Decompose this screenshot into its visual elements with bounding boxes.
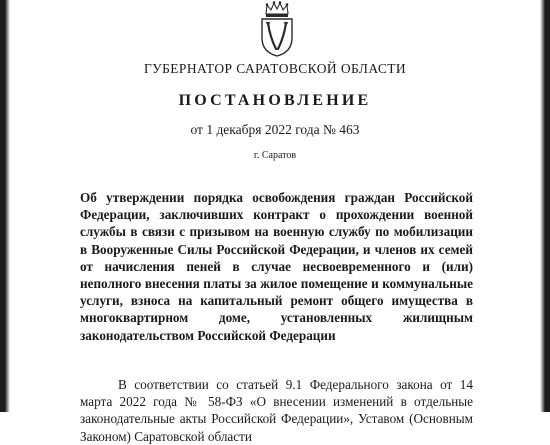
document-date-number: от 1 декабря 2022 года № 463 xyxy=(190,122,360,137)
document-type-title: ПОСТАНОВЛЕНИЕ xyxy=(178,92,372,109)
document-subject: Об утверждении порядка освобождения граждан Российской Федерации, заключивших контракт о прохождении военной службы в связи с призывом на военную службу по мобилизации в Вооруженные Силы Российской Федерации, и членов их семей от начисления пеней в случае несвоевременного и (или) неполного внесения платы за жилое помещение и коммунальные услуги, взноса на капитальный ремонт общего имущества в многоквартирном доме, установленных жилищным законодательством Российской Федерации xyxy=(80,190,473,343)
body-paragraph: В соответствии со статьей 9.1 Федерального закона от 14 марта 2022 года № 58-ФЗ «О внесении изменений в отдельные законодательные акты Российской Федерации», Уставом (Основным Законом) Саратовской области xyxy=(80,377,473,444)
issuing-authority: ГУБЕРНАТОР САРАТОВСКОЙ ОБЛАСТИ xyxy=(143,61,407,76)
document-city: г. Саратов xyxy=(253,150,297,161)
coat-of-arms-icon xyxy=(255,0,299,58)
